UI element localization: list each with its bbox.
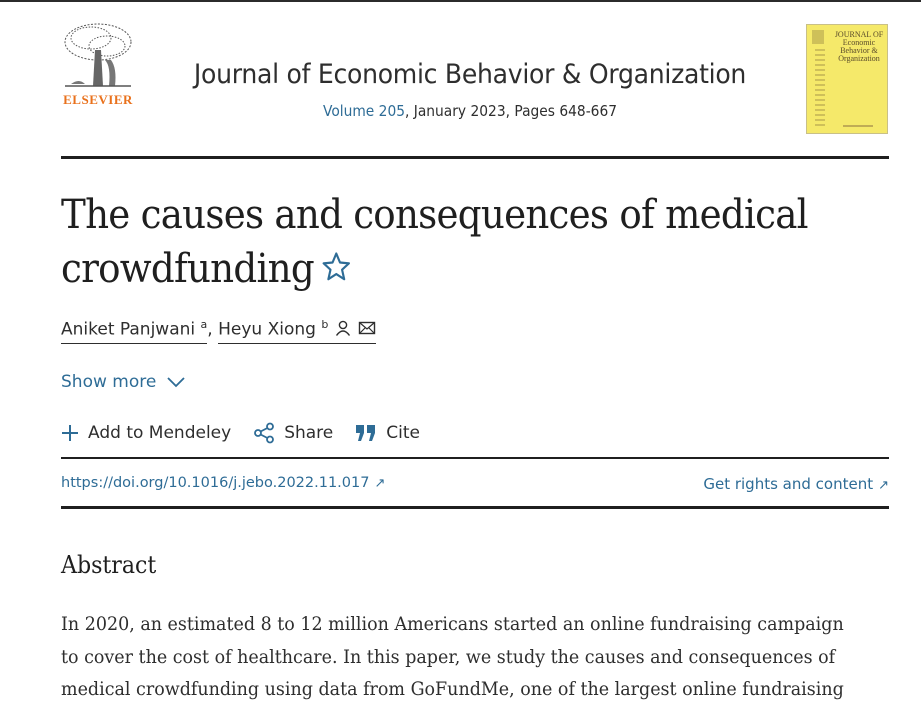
envelope-icon — [358, 319, 376, 337]
cover-title-line: Organization — [838, 54, 880, 63]
chevron-down-icon — [166, 376, 186, 388]
abstract-line: In 2020, an estimated 8 to 12 million Americans started an online fundraising campaign — [61, 613, 844, 635]
star-icon[interactable] — [319, 244, 352, 298]
abstract-heading: Abstract — [61, 551, 157, 579]
cover-title-line: Economic — [842, 38, 876, 47]
person-icon — [334, 319, 352, 337]
external-link-icon: ↗ — [878, 478, 889, 493]
author-list: Aniket Panjwani $^a$, Heyu Xiong $^b$ — [61, 318, 376, 344]
cite-button[interactable] — [355, 422, 420, 444]
header-divider — [61, 156, 889, 159]
affiliation-marker: a — [200, 318, 208, 331]
issue-info: , January 2023, Pages 648-667 — [405, 102, 618, 120]
cover-contents-strip — [815, 49, 825, 127]
get-rights-link[interactable] — [703, 475, 889, 493]
mendeley-label: Add to Mendeley — [88, 423, 232, 443]
publisher-logo[interactable] — [58, 20, 138, 110]
quote-icon — [355, 423, 377, 443]
cite-label: Cite — [386, 423, 420, 443]
add-to-mendeley-button[interactable] — [61, 422, 231, 444]
abstract-body — [61, 608, 921, 706]
share-button[interactable] — [253, 422, 333, 444]
plus-icon — [61, 424, 79, 442]
doi-link[interactable] — [61, 475, 385, 491]
abstract-line: to cover the cost of healthcare. In this paper, we study the causes and consequences of — [61, 645, 836, 668]
cover-title — [833, 31, 885, 63]
publisher-name: ELSEVIER — [63, 92, 133, 107]
share-label: Share — [284, 423, 334, 443]
toolbar-divider — [61, 457, 889, 459]
title-line-1: The causes and consequences of medical — [61, 192, 808, 238]
show-more-button[interactable] — [61, 372, 186, 392]
journal-meta — [194, 102, 746, 120]
journal-title[interactable]: Journal of Economic Behavior & Organization — [193, 59, 747, 90]
share-icon — [253, 422, 275, 444]
links-divider — [61, 506, 889, 509]
external-link-icon: ↗ — [374, 476, 386, 491]
cover-title-line: Behavior & — [840, 46, 878, 55]
rights-text: Get rights and content — [703, 475, 874, 493]
author-name: Aniket Panjwani — [61, 319, 196, 340]
volume-link[interactable]: Volume 205 — [322, 102, 406, 120]
elsevier-tree-icon — [61, 20, 135, 90]
show-more-label: Show more — [61, 372, 157, 392]
journal-cover[interactable] — [806, 24, 888, 134]
cover-publisher-icon — [812, 30, 824, 44]
abstract-line: medical crowdfunding using data from GoFundMe, one of the largest online fundraising — [61, 678, 844, 700]
article-title — [61, 188, 861, 298]
cover-footer — [843, 125, 873, 127]
author-link-panjwani[interactable] — [61, 318, 207, 344]
affiliation-marker: b — [321, 318, 329, 331]
doi-text: https://doi.org/10.1016/j.jebo.2022.11.017 — [61, 475, 370, 491]
article-toolbar — [61, 422, 420, 444]
author-name: Heyu Xiong — [218, 319, 316, 340]
cover-title-line: JOURNAL OF — [834, 30, 884, 39]
title-line-2: crowdfunding — [61, 246, 314, 292]
author-link-xiong[interactable] — [218, 318, 376, 344]
